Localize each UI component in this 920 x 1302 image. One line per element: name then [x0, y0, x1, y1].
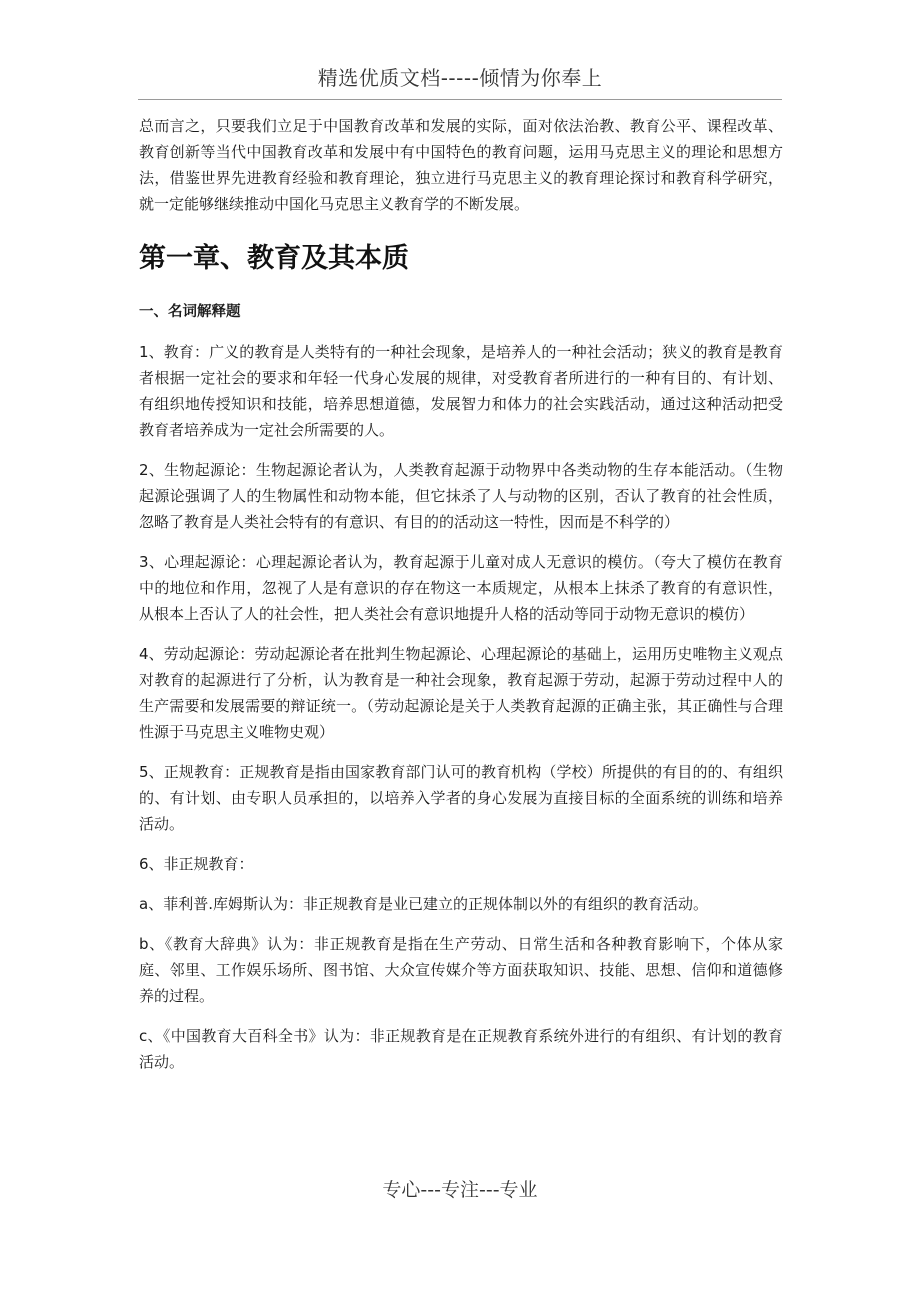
- header-title: 精选优质文档-----倾情为你奉上: [317, 66, 603, 90]
- term-definition: a、菲利普.库姆斯认为：非正规教育是业已建立的正规体制以外的有组织的教育活动。: [139, 895, 708, 913]
- document-body: [139, 113, 783, 1089]
- term-definition: 2、生物起源论：生物起源论者认为，人类教育起源于动物界中各类动物的生存本能活动。（生物起源论强调了人的生物属性和动物本能，但它抹杀了人与动物的区别，否认了教育的社会性质，忽略了教育是人类社会特有的有意识、有目的的活动这一特性，因而是不科学的）: [139, 461, 783, 531]
- term-definition: 6、非正规教育：: [139, 855, 254, 873]
- chapter-title: 第一章、教育及其本质: [139, 243, 409, 274]
- term-definition: 3、心理起源论：心理起源论者认为，教育起源于儿童对成人无意识的模仿。（夸大了模仿在教育中的地位和作用，忽视了人是有意识的存在物这一本质规定，从根本上抹杀了教育的有意识性，从根本上否认了人的社会性，把人类社会有意识地提升人格的活动等同于动物无意识的模仿）: [139, 553, 783, 623]
- term-definition: b、《教育大辞典》认为：非正规教育是指在生产劳动、日常生活和各种教育影响下，个体从家庭、邻里、工作娱乐场所、图书馆、大众宣传媒介等方面获取知识、技能、思想、信仰和道德修养的过程。: [139, 935, 783, 1005]
- term-definition: c、《中国教育大百科全书》认为：非正规教育是在正规教育系统外进行的有组织、有计划的教育活动。: [139, 1027, 783, 1071]
- intro-paragraph: 总而言之，只要我们立足于中国教育改革和发展的实际，面对依法治教、教育公平、课程改革、教育创新等当代中国教育改革和发展中有中国特色的教育问题，运用马克思主义的理论和思想方法，借鉴世界先进教育经验和教育理论，独立进行马克思主义的教育理论探讨和教育科学研究，就一定能够继续推动中国化马克思主义教育学的不断发展。: [139, 117, 783, 213]
- term-definition: 4、劳动起源论：劳动起源论者在批判生物起源论、心理起源论的基础上，运用历史唯物主义观点对教育的起源进行了分析，认为教育是一种社会现象，教育起源于劳动，起源于劳动过程中人的生产需要和发展需要的辩证统一。（劳动起源论是关于人类教育起源的正确主张，其正确性与合理性源于马克思主义唯物史观）: [139, 645, 783, 741]
- footer-text: 专心---专注---专业: [382, 1179, 538, 1201]
- term-definition: 5、正规教育：正规教育是指由国家教育部门认可的教育机构（学校）所提供的有目的的、有组织的、有计划、由专职人员承担的，以培养入学者的身心发展为直接目标的全面系统的训练和培养活动。: [139, 763, 783, 833]
- header-divider: [138, 99, 782, 100]
- section-title: 一、名词解释题: [139, 304, 241, 320]
- term-definition: 1、教育：广义的教育是人类特有的一种社会现象，是培养人的一种社会活动；狭义的教育是教育者根据一定社会的要求和年轻一代身心发展的规律，对受教育者所进行的一种有目的、有计划、有组织地传授知识和技能，培养思想道德，发展智力和体力的社会实践活动，通过这种活动把受教育者培养成为一定社会所需要的人。: [139, 343, 783, 439]
